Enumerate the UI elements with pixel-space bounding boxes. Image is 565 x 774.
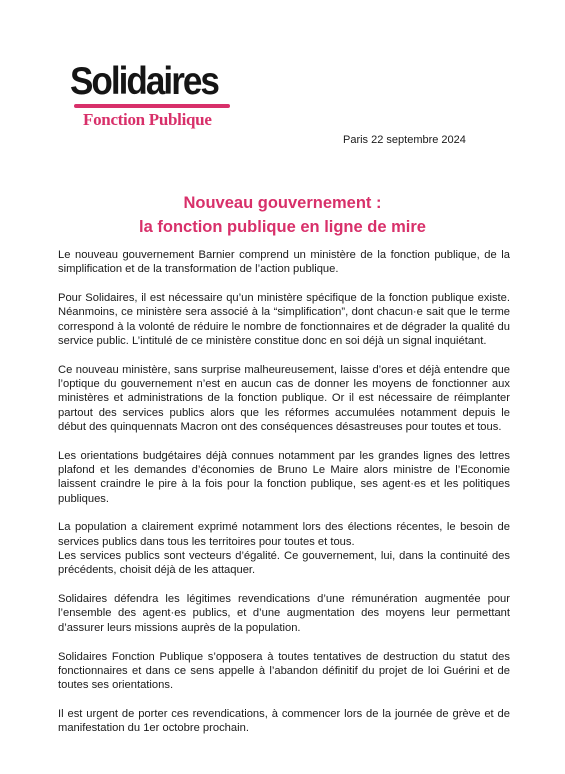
paragraph-population: La population a clairement exprimé notamment lors des élections récentes, le besoin de services publics dans tous les territoires pour toutes et tous.	[58, 521, 510, 548]
logo-underline-bar	[74, 104, 230, 108]
document-body	[58, 248, 510, 750]
logo-subtitle: Fonction Publique	[83, 110, 212, 129]
paragraph-equality: Les services publics sont vecteurs d’égalité. Ce gouvernement, lui, dans la continuité des précédents, choisit déjà de les attaquer.	[58, 550, 510, 577]
paragraph-ministry-outlook: Ce nouveau ministère, sans surprise malheureusement, laisse d’ores et déjà entendre que l’optique du gouvernement n’est en aucun cas de donner les moyens de fonctionner aux ministères et administrations de la fonction publique. Or il est nécessaire de réimplanter partout des services publics alors que les réformes accumulées notamment depuis le début des quinquennats Macron ont des conséquences désastreuses pour toutes et tous.	[58, 363, 510, 433]
paragraph-intro: Le nouveau gouvernement Barnier comprend un ministère de la fonction publique, de la simplification et de la transformation de l’action publique.	[58, 249, 510, 276]
paragraph-ministry-position: Pour Solidaires, il est nécessaire qu’un ministère spécifique de la fonction publique existe. Néanmoins, ce ministère sera associé à la “simplification”, dont chacun·e sait que le terme correspond à la volonté de réduire le nombre de fonctionnaires et de dégrader la qualité du service public. L’intitulé de ce ministère constitue donc en soi déjà un signal inquiétant.	[58, 292, 510, 347]
document-date: Paris 22 septembre 2024	[343, 134, 466, 146]
title-line-1: Nouveau gouvernement :	[183, 194, 382, 213]
paragraph-budget: Les orientations budgétaires déjà connues notamment par les grandes lignes des lettres plafond et les demandes d’économies de Bruno Le Maire alors ministre de l’Economie laissent craindre le pire à la fois pour la fonction publique, ses agent·es et les politiques publiques.	[58, 449, 510, 505]
paragraph-opposition: Solidaires Fonction Publique s’opposera à toutes tentatives de destruction du statut des fonctionnaires et dans ce sens appelle à l’abandon définitif du projet de loi Guérini et de toutes ses orientations.	[58, 650, 510, 692]
document-title	[0, 191, 565, 239]
paragraph-strike-call: Il est urgent de porter ces revendications, à commencer lors de la journée de grève et de manifestation du 1er octobre prochain.	[58, 707, 510, 735]
solidaires-logo	[70, 60, 240, 129]
title-line-2: la fonction publique en ligne de mire	[139, 218, 426, 237]
paragraph-demands: Solidaires défendra les légitimes revendications d’une rémunération augmentée pour l’ensemble des agent·es publics, et d’une augmentation des moyens leur permettant d’assurer leurs missions auprès de la population.	[58, 593, 510, 634]
logo-wordmark: Solidaires	[70, 60, 218, 103]
